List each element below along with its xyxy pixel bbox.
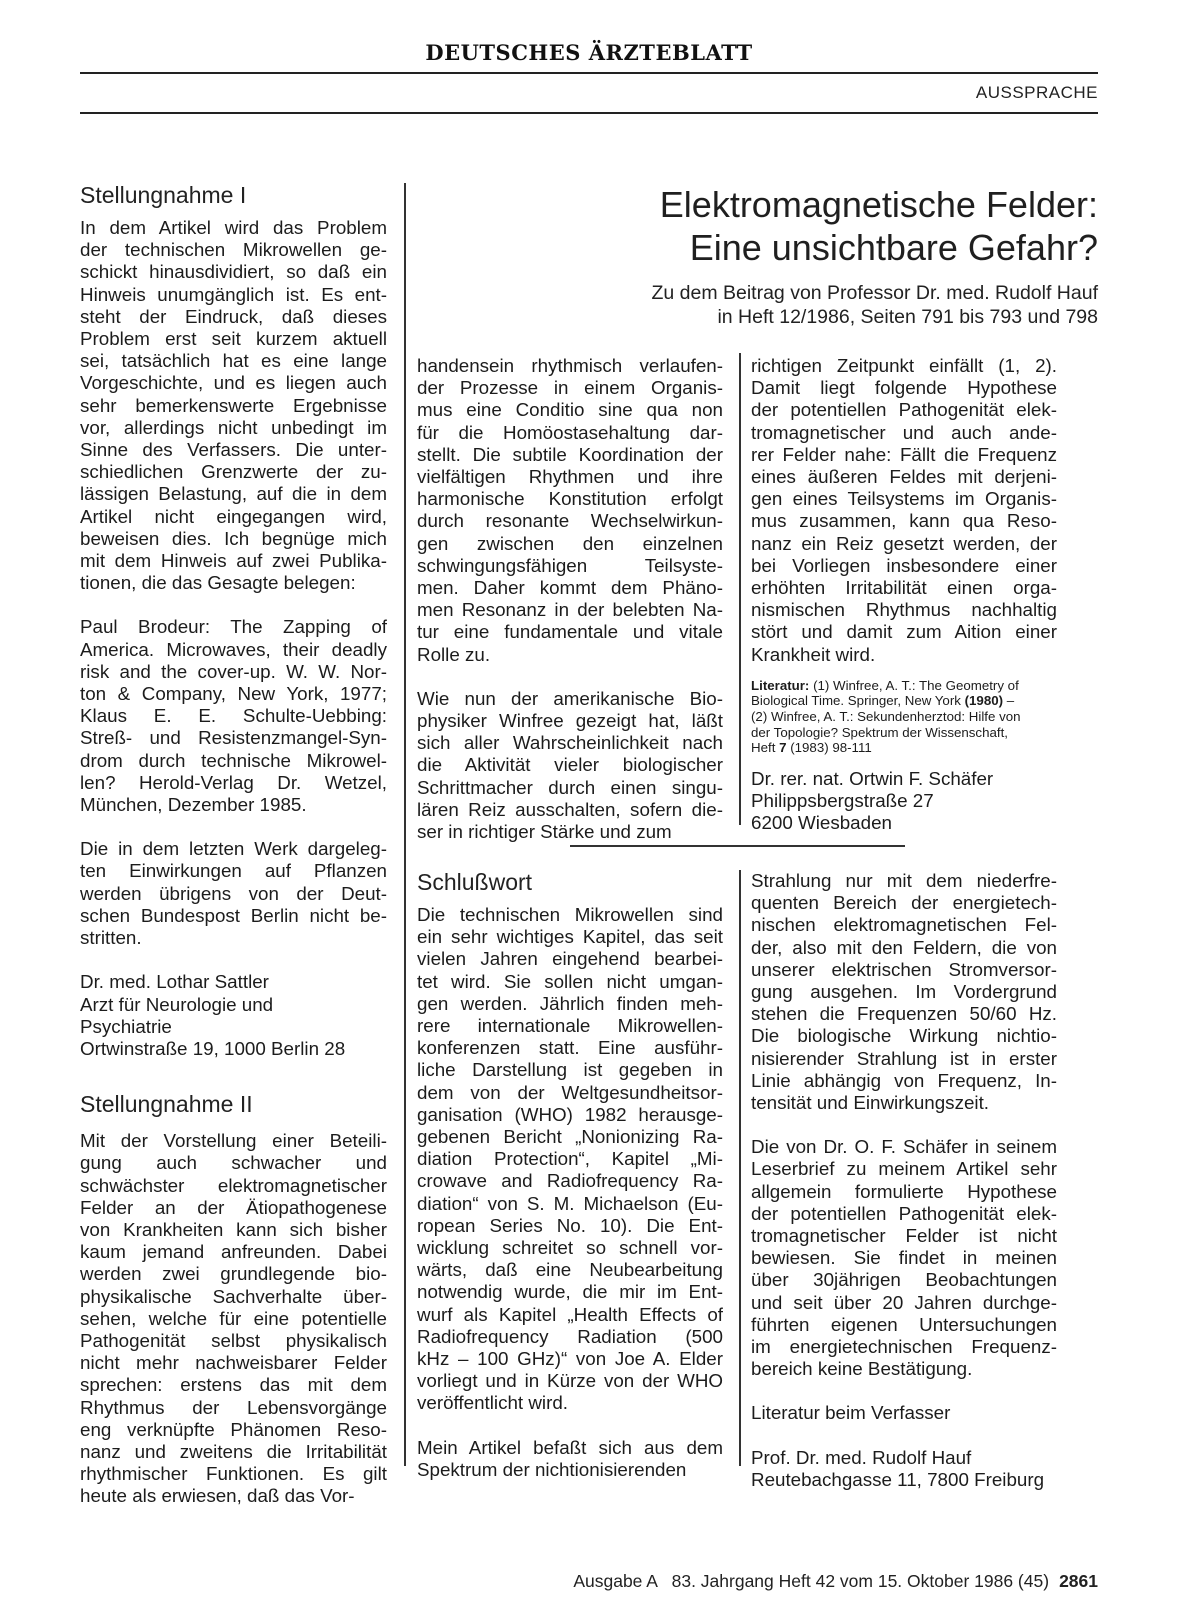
text-line: diation“ von S. M. Michaelson (Eu- <box>417 1192 723 1214</box>
text-line: ton & Company, New York, 1977; <box>80 683 387 705</box>
page-footer <box>573 1571 1098 1592</box>
text-line: risk and the cover-up. W. W. Nor- <box>80 660 387 682</box>
text-line: In dem Artikel wird das Problem <box>80 217 387 238</box>
closing-col3-paragraph-3 <box>751 1402 1057 1424</box>
text-line: stört und damit zum Aition einer <box>751 621 1057 643</box>
text-line: schiedlichen Grenzwerte der zu- <box>80 461 387 483</box>
text-line: ein sehr wichtiges Kapitel, das seit <box>417 926 723 948</box>
text-line: Die in dem letzten Werk dargeleg- <box>80 838 387 860</box>
text-line: Problem erst seit kurzem aktuell <box>80 328 387 350</box>
text-line: Prof. Dr. med. Rudolf Hauf <box>751 1446 972 1468</box>
text-line: Spektrum der nichtionisierenden <box>417 1458 687 1480</box>
text-line: sei, tatsächlich hat es eine lange <box>80 350 387 372</box>
text-line: schen Bundespost Berlin nicht be- <box>80 904 387 926</box>
column-rule-1 <box>404 183 406 1466</box>
text-line: der potentiellen Pathogenität elek- <box>751 1202 1057 1224</box>
text-line: Artikel nicht eingegangen wird, <box>80 505 387 527</box>
statement2-heading: Stellungnahme II <box>80 1091 253 1118</box>
text-line: wurf als Kapitel „Health Effects of <box>417 1303 723 1325</box>
text-line: rer Felder nahe: Fällt die Frequenz <box>751 443 1057 465</box>
text-line: ser in richtiger Stärke und zum <box>417 821 672 843</box>
text-line: sprechen: erstens das mit dem <box>80 1374 387 1396</box>
text-line: dem von der Weltgesundheitsor- <box>417 1081 723 1103</box>
statement2-column-2 <box>417 355 723 843</box>
text-line: Damit liegt folgende Hypothese <box>751 377 1057 399</box>
closing-column-3 <box>751 870 1057 1491</box>
closing-author <box>751 1447 1057 1491</box>
statement1-heading: Stellungnahme I <box>80 182 247 208</box>
text-line: nicht mehr nachweisbarer Felder <box>80 1352 387 1374</box>
text-line: wärts, daß eine Neubearbeitung <box>417 1259 723 1281</box>
text-line: sich aller Wahrscheinlichkeit nach <box>417 732 723 754</box>
text-line: mit dem Hinweis auf zwei Publika- <box>80 550 387 572</box>
text-line: nisierender Strahlung ist in erster <box>751 1047 1057 1069</box>
statement1-paragraph-2 <box>80 616 387 816</box>
text-line: gung auch schwacher und <box>80 1152 387 1174</box>
masthead: DEUTSCHES ÄRZTEBLATT <box>425 40 753 65</box>
closing-col3-paragraph-1 <box>751 870 1057 1114</box>
text-line: Felder an der Ätiopathogenese <box>80 1196 387 1218</box>
text-line: sehen, welche für eine potentielle <box>80 1307 387 1329</box>
text-line: harmonische Konstitution erfolgt <box>417 488 723 510</box>
statement1-paragraph-1 <box>80 217 387 594</box>
text-line: tromagnetischer und auch ande- <box>751 421 1057 443</box>
text-line: eng verknüpfte Phänomen Reso- <box>80 1418 387 1440</box>
text-line: drom durch technische Mikrowel- <box>80 749 387 771</box>
article-subtitle-line2: in Heft 12/1986, Seiten 791 bis 793 und 798 <box>717 305 1098 328</box>
text-line: vor, allerdings nicht unbedingt im <box>80 416 387 438</box>
text-line: Sinne des Verfassers. Die unter- <box>80 439 387 461</box>
text-line: der Prozesse in einem Organis- <box>417 377 723 399</box>
text-line: nanz und zweitens die Irritabilität <box>80 1440 387 1462</box>
text-line: Hinweis unumgänglich ist. Es ent- <box>80 283 387 305</box>
text-line: Pathogenität selbst physikalisch <box>80 1329 387 1351</box>
statement1-paragraph-3 <box>80 838 387 949</box>
text-line: tur eine fundamentale und vitale <box>417 621 723 643</box>
text-line: Die biologische Wirkung nichtio- <box>751 1025 1057 1047</box>
text-line: Philippsbergstraße 27 <box>751 790 934 812</box>
text-line: Mein Artikel befaßt sich aus dem <box>417 1436 723 1458</box>
text-line: Vorgeschichte, und es liegen auch <box>80 372 387 394</box>
column-rule-3 <box>739 870 741 1466</box>
text-line: Mit der Vorstellung einer Beteili- <box>80 1130 387 1152</box>
text-line: physiker Winfree gezeigt hat, läßt <box>417 710 723 732</box>
page-number: 2861 <box>1059 1571 1098 1591</box>
statement2-col3-paragraph-1 <box>751 355 1057 666</box>
column-rule-2 <box>739 353 741 825</box>
text-line: men Resonanz in der belebten Na- <box>417 599 723 621</box>
text-line: gen werden. Jährlich finden meh- <box>417 992 723 1014</box>
text-line: Radiofrequency Radiation (500 <box>417 1325 723 1347</box>
text-line: mus zusammen, kann qua Reso- <box>751 510 1057 532</box>
text-line: der potentiellen Pathogenität elek- <box>751 399 1057 421</box>
text-line: der technischen Mikrowellen ge- <box>80 239 387 261</box>
section-label: AUSSPRACHE <box>975 83 1098 102</box>
text-line: vielfältigen Rhythmen und ihre <box>417 466 723 488</box>
text-line: steht der Eindruck, daß dieses <box>80 305 387 327</box>
text-line: tensität und Einwirkungszeit. <box>751 1092 990 1114</box>
text-line: der, also mit den Feldern, die von <box>751 936 1057 958</box>
text-line: konferenzen statt. Eine ausführ- <box>417 1037 723 1059</box>
text-line: nismischen Rhythmus nachhaltig <box>751 599 1057 621</box>
text-line: von Krankheiten kann sich bisher <box>80 1218 387 1240</box>
text-line: über 30jährigen Beobachtungen <box>751 1269 1057 1291</box>
text-line: und seit über 20 Jahren durchge- <box>751 1291 1057 1313</box>
text-line: werden übrigens von der Deut- <box>80 882 387 904</box>
text-line: vielen Jahren eingehend bearbei- <box>417 948 723 970</box>
text-line: lässigen Belastung, auf die in dem <box>80 483 387 505</box>
text-line: rhythmischer Funktionen. Es gilt <box>80 1463 387 1485</box>
article-subtitle-line1: Zu dem Beitrag von Professor Dr. med. Rudolf Hauf <box>651 282 1098 304</box>
header-rule-top <box>80 72 1098 74</box>
text-line: Linie abhängig von Frequenz, In- <box>751 1069 1057 1091</box>
text-line: schwingungsfähigen Teilsyste- <box>417 554 723 576</box>
text-line: heute als erwiesen, daß das Vor- <box>80 1485 355 1507</box>
text-line: quenten Bereich der energietech- <box>751 892 1057 914</box>
text-line: Streß- und Resistenzmangel-Syn- <box>80 727 387 749</box>
closing-heading: Schlußwort <box>417 869 533 895</box>
statement2-author <box>751 768 1057 835</box>
statement2-column-3 <box>751 355 1057 834</box>
text-line: gen zwischen den einzelnen <box>417 532 723 554</box>
article-title-line2: Eine unsichtbare Gefahr? <box>689 227 1098 268</box>
text-line: diation Protection“, Kapitel „Mi- <box>417 1148 723 1170</box>
text-line: schwächster elektromagnetischer <box>80 1174 387 1196</box>
statement2-col2-paragraph-2 <box>417 688 723 843</box>
text-line: Rhythmus der Lebensvorgänge <box>80 1396 387 1418</box>
text-line: sehr bemerkenswerte Ergebnisse <box>80 394 387 416</box>
text-line: rere internationale Mikrowellen- <box>417 1015 723 1037</box>
text-line: stellt. Die subtile Koordination der <box>417 443 723 465</box>
text-line: notwendig wurde, die mir im Ent- <box>417 1281 723 1303</box>
text-line: Strahlung nur mit dem niederfre- <box>751 870 1057 891</box>
text-line: ropean Series No. 10). Die Ent- <box>417 1214 723 1236</box>
text-line: bereich keine Bestätigung. <box>751 1358 973 1380</box>
closing-col3-paragraph-2 <box>751 1136 1057 1380</box>
text-line: durch resonante Wechselwirkun- <box>417 510 723 532</box>
text-line: gung ausgehen. Im Vordergrund <box>751 981 1057 1003</box>
text-line: nanz ein Reiz gesetzt werden, der <box>751 532 1057 554</box>
statement1-author <box>80 971 387 1060</box>
text-line: stritten. <box>80 927 142 949</box>
text-line: Dr. med. Lothar Sattler <box>80 971 269 993</box>
statement2-literature: Literatur: (1) Winfree, A. T.: The Geometry of Biological Time. Springer, New York (1980) – (2) Winfree, A. T.: Sekundenherztod: Hilfe von der Topologie? Spektrum der Wissenschaft, Heft 7 (1983) 98-111 <box>751 677 1021 756</box>
text-line: bei Vorliegen insbesondere einer <box>751 554 1057 576</box>
text-line: kaum jemand anfreunden. Dabei <box>80 1241 387 1263</box>
text-line: lären Reiz ausschalten, sofern die- <box>417 798 723 820</box>
text-line: vorliegt und in Kürze von der WHO <box>417 1370 723 1392</box>
text-line: ganisation (WHO) 1982 herausge- <box>417 1103 723 1125</box>
text-line: Leserbrief zu meinem Artikel sehr <box>751 1158 1057 1180</box>
text-line: Die von Dr. O. F. Schäfer in seinem <box>751 1136 1057 1158</box>
text-line: Wie nun der amerikanische Bio- <box>417 687 723 709</box>
text-line: Dr. rer. nat. Ortwin F. Schäfer <box>751 767 994 789</box>
text-line: eines äußeren Feldes mit derjeni- <box>751 466 1057 488</box>
text-line: führten eigenen Untersuchungen <box>751 1313 1057 1335</box>
article-title-line1: Elektromagnetische Felder: <box>659 184 1098 225</box>
text-line: stehen die Frequenzen 50/60 Hz. <box>751 1003 1057 1025</box>
text-line: tromagnetischer Felder ist nicht <box>751 1225 1057 1247</box>
header-rule-bottom <box>80 112 1098 114</box>
text-line: im energietechnischen Frequenz- <box>751 1336 1057 1358</box>
text-line: für die Homöostasehaltung dar- <box>417 421 723 443</box>
text-line: Ortwinstraße 19, 1000 Berlin 28 <box>80 1037 346 1059</box>
closing-col2-paragraph-2 <box>417 1437 723 1481</box>
text-line: mus eine Conditio sine qua non <box>417 399 723 421</box>
issue-info: Ausgabe A 83. Jahrgang Heft 42 vom 15. Oktober 1986 (45) <box>573 1571 1050 1591</box>
closing-col2-paragraph-1 <box>417 904 723 1415</box>
text-line: werden zwei grundlegende bio- <box>80 1263 387 1285</box>
text-line: beweisen dies. Ich begnüge mich <box>80 527 387 549</box>
closing-column-2 <box>417 868 723 1481</box>
text-line: erhöhten Irritabilität einen orga- <box>751 577 1057 599</box>
text-line: unserer elektrischen Stromversor- <box>751 958 1057 980</box>
text-line: München, Dezember 1985. <box>80 794 307 816</box>
statement2-paragraph-1 <box>80 1130 387 1507</box>
text-line: Klaus E. E. Schulte-Uebbing: <box>80 705 387 727</box>
text-line: Die technischen Mikrowellen sind <box>417 904 723 925</box>
text-line: America. Microwaves, their deadly <box>80 638 387 660</box>
text-line: Psychiatrie <box>80 1015 172 1037</box>
text-line: Krankheit wird. <box>751 643 876 665</box>
text-line: tionen, die das Gesagte belegen: <box>80 572 356 594</box>
text-line: gebenen Bericht „Nonionizing Ra- <box>417 1126 723 1148</box>
text-line: wicklung schreitet so schnell vor- <box>417 1237 723 1259</box>
text-line: allgemein formulierte Hypothese <box>751 1180 1057 1202</box>
column-1 <box>80 181 387 1508</box>
text-line: len? Herold-Verlag Dr. Wetzel, <box>80 771 387 793</box>
text-line: gen eines Teilsystems im Organis- <box>751 488 1057 510</box>
text-line: Literatur beim Verfasser <box>751 1402 951 1424</box>
text-line: Arzt für Neurologie und <box>80 993 274 1015</box>
statement2-col2-paragraph-1 <box>417 355 723 666</box>
text-line: nischen elektromagnetischen Fel- <box>751 914 1057 936</box>
text-line: schickt hinausdividiert, so daß ein <box>80 261 387 283</box>
text-line: die Aktivität vieler biologischer <box>417 754 723 776</box>
text-line: 6200 Wiesbaden <box>751 812 892 834</box>
section-divider <box>570 845 905 847</box>
text-line: kHz – 100 GHz)“ von Joe A. Elder <box>417 1348 723 1370</box>
text-line: crowave and Radiofrequency Ra- <box>417 1170 723 1192</box>
text-line: Schrittmacher durch einen singu- <box>417 776 723 798</box>
literature-label: Literatur: <box>751 677 810 693</box>
text-line: Reutebachgasse 11, 7800 Freiburg <box>751 1468 1045 1490</box>
text-line: veröffentlicht wird. <box>417 1392 569 1414</box>
text-line: tet wird. Sie sollen nicht umgan- <box>417 970 723 992</box>
text-line: handensein rhythmisch verlaufen- <box>417 355 723 376</box>
text-line: Rolle zu. <box>417 643 491 665</box>
text-line: bewiesen. Sie findet in meinen <box>751 1247 1057 1269</box>
text-line: liche Darstellung ist gegeben in <box>417 1059 723 1081</box>
text-line: physikalische Sachverhalte über- <box>80 1285 387 1307</box>
text-line: men. Daher kommt dem Phäno- <box>417 577 723 599</box>
article-title <box>458 183 1098 269</box>
text-line: ten Einwirkungen auf Pflanzen <box>80 860 387 882</box>
article-subtitle <box>651 282 1098 329</box>
text-line: richtigen Zeitpunkt einfällt (1, 2). <box>751 355 1057 376</box>
text-line: Paul Brodeur: The Zapping of <box>80 616 387 638</box>
